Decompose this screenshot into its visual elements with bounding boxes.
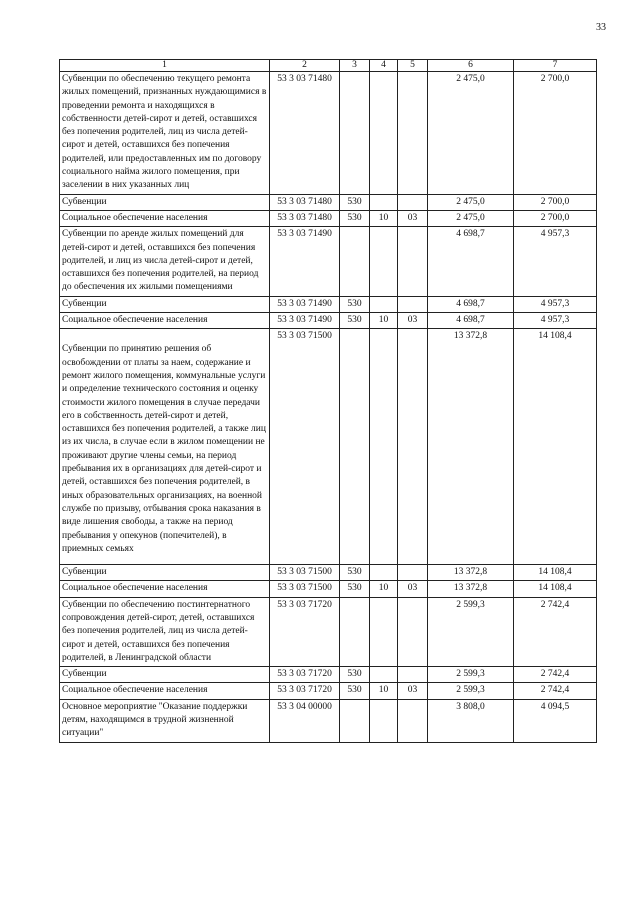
- amount-year-1: 2 599,3: [428, 597, 514, 666]
- amount-year-2: 4 957,3: [514, 296, 597, 312]
- table-row: [60, 329, 597, 565]
- row-description: Субвенции: [60, 194, 270, 210]
- column-header: 5: [398, 60, 428, 72]
- column-header: 2: [270, 60, 340, 72]
- target-code: 53 3 03 71490: [270, 227, 340, 296]
- row-description: Субвенции по обеспечению постинтернатного сопровождения детей-сирот, детей, оставшихся без попечения родителей, лиц из числа детей-сирот и детей, оставшихся без попечения родителей, в Ленинградской области: [60, 597, 270, 666]
- column-header: 1: [60, 60, 270, 72]
- subsection: 03: [398, 313, 428, 329]
- table-row: [60, 699, 597, 742]
- row-description: Социальное обеспечение населения: [60, 581, 270, 597]
- amount-year-1: 2 475,0: [428, 194, 514, 210]
- row-description: [60, 329, 270, 565]
- section: [370, 699, 398, 742]
- row-description: Субвенции по аренде жилых помещений для детей-сирот и детей, оставшихся без попечения родителей, и лиц из числа детей-сирот и детей, оставшихся без попечения родителей, на период до обеспечения их жилыми помещениями: [60, 227, 270, 296]
- table-row: [60, 210, 597, 226]
- table-row: [60, 227, 597, 296]
- row-description: Социальное обеспечение населения: [60, 683, 270, 699]
- expense-type: [340, 597, 370, 666]
- expense-type: 530: [340, 210, 370, 226]
- amount-year-1: 2 475,0: [428, 72, 514, 195]
- section: 10: [370, 581, 398, 597]
- section: 10: [370, 313, 398, 329]
- column-header: 4: [370, 60, 398, 72]
- amount-year-2: 2 742,4: [514, 683, 597, 699]
- subsection: [398, 296, 428, 312]
- table-row: [60, 194, 597, 210]
- target-code: 53 3 03 71720: [270, 667, 340, 683]
- amount-year-1: 13 372,8: [428, 565, 514, 581]
- section: [370, 296, 398, 312]
- target-code: 53 3 03 71490: [270, 296, 340, 312]
- column-header: 6: [428, 60, 514, 72]
- amount-year-1: 4 698,7: [428, 313, 514, 329]
- table-row: [60, 581, 597, 597]
- subsection: [398, 597, 428, 666]
- amount-year-1: 4 698,7: [428, 296, 514, 312]
- expense-type: [340, 329, 370, 565]
- amount-year-1: 13 372,8: [428, 581, 514, 597]
- amount-year-1: 2 475,0: [428, 210, 514, 226]
- section: [370, 667, 398, 683]
- target-code: 53 3 03 71480: [270, 72, 340, 195]
- table-row: [60, 313, 597, 329]
- section: [370, 329, 398, 565]
- amount-year-2: 4 957,3: [514, 227, 597, 296]
- section: [370, 227, 398, 296]
- target-code: 53 3 03 71500: [270, 565, 340, 581]
- subsection: [398, 565, 428, 581]
- subsection: [398, 72, 428, 195]
- section: [370, 565, 398, 581]
- section: 10: [370, 210, 398, 226]
- amount-year-1: 2 599,3: [428, 683, 514, 699]
- amount-year-1: 3 808,0: [428, 699, 514, 742]
- row-description: Социальное обеспечение населения: [60, 210, 270, 226]
- amount-year-2: 14 108,4: [514, 581, 597, 597]
- row-description: Социальное обеспечение населения: [60, 313, 270, 329]
- section: [370, 597, 398, 666]
- subsection: [398, 667, 428, 683]
- expense-type: 530: [340, 194, 370, 210]
- amount-year-2: 2 742,4: [514, 597, 597, 666]
- amount-year-2: 14 108,4: [514, 329, 597, 565]
- column-header: 3: [340, 60, 370, 72]
- amount-year-1: 13 372,8: [428, 329, 514, 565]
- subsection: 03: [398, 683, 428, 699]
- row-description: Субвенции: [60, 565, 270, 581]
- target-code: 53 3 04 00000: [270, 699, 340, 742]
- target-code: 53 3 03 71720: [270, 683, 340, 699]
- subsection: [398, 329, 428, 565]
- subsection: [398, 194, 428, 210]
- budget-table: [59, 59, 597, 743]
- target-code: 53 3 03 71480: [270, 194, 340, 210]
- expense-type: 530: [340, 565, 370, 581]
- target-code: 53 3 03 71480: [270, 210, 340, 226]
- page-number: 33: [596, 22, 606, 33]
- subsection: 03: [398, 210, 428, 226]
- subsection: 03: [398, 581, 428, 597]
- row-description: Субвенции по обеспечению текущего ремонта жилых помещений, признанных нуждающимися в проведении ремонта и находящихся в собственности детей-сирот и детей, оставшихся без попечения родителей, лиц из числа детей-сирот и детей, оставшихся без попечения родителей, или предоставленных им по договору социального найма жилого помещения, при заселении в них указанных лиц: [60, 72, 270, 195]
- subsection: [398, 227, 428, 296]
- row-description: Основное мероприятие "Оказание поддержки детям, находящимся в трудной жизненной ситуации": [60, 699, 270, 742]
- table-row: [60, 667, 597, 683]
- expense-type: [340, 72, 370, 195]
- amount-year-1: 2 599,3: [428, 667, 514, 683]
- section: [370, 194, 398, 210]
- target-code: 53 3 03 71720: [270, 597, 340, 666]
- expense-type: 530: [340, 667, 370, 683]
- row-description-text: Субвенции по принятию решения об освобождении от платы за наем, содержание и ремонт жилого помещения, коммунальные услуги и определение технического состояния и оценку стоимости жилого помещения в случае передачи его в собственность детей-сирот и детей, оставшихся без попечения родителей, а также лиц из их числа, в случае если в жилом помещении не проживают другие члены семьи, на период пребывания их в организациях для детей-сирот и детей, оставшихся без попечения родителей, в иных образовательных организациях, на военной службе по призыву, отбывания срока наказания в виде лишения свободы, а также на период пребывания у опекунов (попечителей), в приемных семьях: [62, 344, 266, 554]
- expense-type: 530: [340, 313, 370, 329]
- target-code: 53 3 03 71490: [270, 313, 340, 329]
- row-description: Субвенции: [60, 296, 270, 312]
- table-row: [60, 683, 597, 699]
- column-header: 7: [514, 60, 597, 72]
- amount-year-2: 4 094,5: [514, 699, 597, 742]
- target-code: 53 3 03 71500: [270, 581, 340, 597]
- amount-year-2: 2 700,0: [514, 210, 597, 226]
- table-row: [60, 597, 597, 666]
- amount-year-2: 2 742,4: [514, 667, 597, 683]
- subsection: [398, 699, 428, 742]
- row-description: Субвенции: [60, 667, 270, 683]
- expense-type: 530: [340, 683, 370, 699]
- amount-year-2: 2 700,0: [514, 194, 597, 210]
- table-row: [60, 296, 597, 312]
- amount-year-1: 4 698,7: [428, 227, 514, 296]
- expense-type: [340, 227, 370, 296]
- target-code: 53 3 03 71500: [270, 329, 340, 565]
- section: 10: [370, 683, 398, 699]
- amount-year-2: 4 957,3: [514, 313, 597, 329]
- expense-type: 530: [340, 581, 370, 597]
- expense-type: [340, 699, 370, 742]
- amount-year-2: 2 700,0: [514, 72, 597, 195]
- section: [370, 72, 398, 195]
- header-row: [60, 60, 597, 72]
- table-row: [60, 565, 597, 581]
- amount-year-2: 14 108,4: [514, 565, 597, 581]
- table-row: [60, 72, 597, 195]
- expense-type: 530: [340, 296, 370, 312]
